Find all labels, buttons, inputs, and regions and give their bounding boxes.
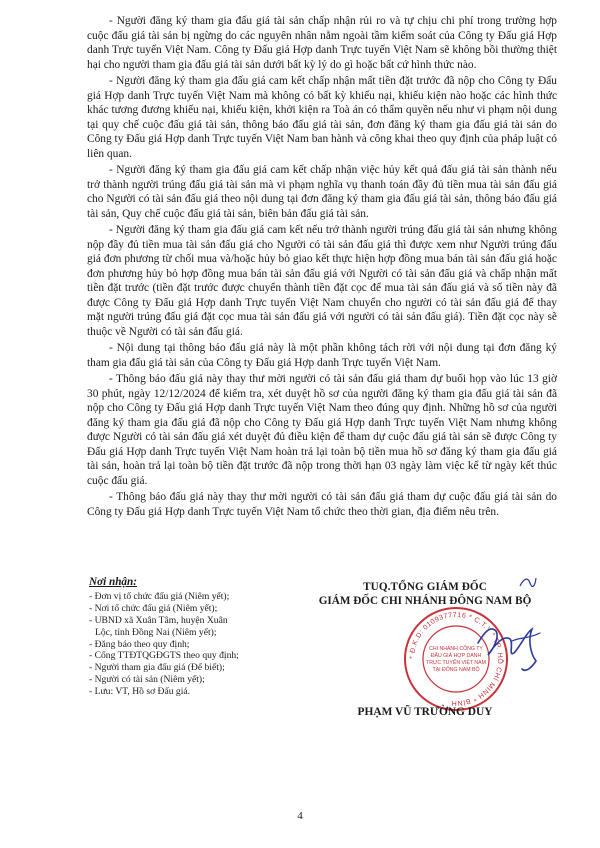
signer-authority: TUQ.TỔNG GIÁM ĐỐC — [363, 581, 487, 593]
paragraph-payment-default: - Người đăng ký tham gia đấu giá cam kết nếu trở thành người trúng đấu giá tài sản nhưng không nộp đầy đủ tiền mua tài sản đấu giá cho Người có tài sản đấu giá thì được xem như Người trúng đấu giá đơn phương từ chối mua và/hoặc hủy bỏ giao kết thực hiện hợp đồng mua bán tài sản đấu giá hoặc đơn phương hủy bỏ hợp đồng mua bán tài sản đấu giá với Người có tài sản đấu giá và chấp nhận mất tiền đặt trước (tiền đặt trước được chuyển thành tiền đặt cọc để mua tài sản đấu giá và số tiền này đã được Công ty Đấu giá Hợp danh Trực tuyến Việt Nam chuyển cho người có tài sản đấu giá để thay mặt người trúng đấu giá đặt cọc mua tài sản đấu giá với người có tài sản đấu giá). Tiền đặt cọc này sẽ thuộc về Người có tài sản đấu giá. — [87, 224, 557, 338]
stamp-center-line: ĐẤU GIÁ HỢP DANH — [430, 653, 482, 659]
recipients-list — [89, 577, 289, 698]
paragraph-deposit-loss: - Người đăng ký tham gia đấu giá cam kết chấp nhận mất tiền đặt trước đã nộp cho Công ty Đấu giá Hợp danh Trực tuyến Việt Nam mà không có bất kỳ khiếu nại, khiếu kiện nào hoặc các hình thức khác tương đương khiếu nại, khiếu kiện, khởi kiện ra Toà án có thẩm quyền nếu như vi phạm nội dung tại quy chế cuộc đấu giá tài sản, thông báo đấu giá tài sản, đơn đăng ký tham gia đấu giá tài sản do Công ty Đấu giá Hợp danh Trực tuyến Việt Nam ban hành và công khai theo quy định của pháp luật có liên quan. — [87, 75, 557, 160]
recipient-item: - Đăng báo theo quy định; — [89, 638, 190, 650]
paragraph-result-cancel: - Người đăng ký tham gia đấu giá cam kết chấp nhận việc hủy kết quả đấu giá tài sản thành nếu trở thành người trúng đấu giá tài sản mà vi phạm nghĩa vụ thanh toán đầy đủ tiền mua tài sản đấu giá cho Người có tài sản đấu giá theo nội dung tại đơn đăng ký tham gia đấu giá tài sản, thông báo đấu giá tài sản, Quy chế cuộc đấu giá tài sản, biên bản đấu giá tài sản. — [87, 164, 557, 220]
paragraph-auction-invite: - Thông báo đấu giá này thay thư mời người có tài sản đấu giá tham dự cuộc đấu giá tài sản do Công ty Đấu giá Hợp danh Trực tuyến Việt Nam tổ chức theo thời gian, địa điểm nêu trên. — [87, 491, 557, 518]
page-number: 4 — [297, 810, 303, 822]
initial-mark — [518, 575, 538, 589]
recipient-item: - Người tham gia đấu giá (Để biết); — [89, 662, 225, 674]
recipient-item: - UBND xã Xuân Tâm, huyện Xuân — [89, 614, 228, 626]
recipients-title: Nơi nhận: — [89, 576, 137, 588]
handwritten-signature — [470, 603, 550, 677]
stamp-center-line: TRỰC TUYẾN VIỆT NAM — [426, 660, 486, 666]
footer-section — [0, 575, 600, 755]
recipient-item-continued: Lộc, tỉnh Đồng Nai (Niêm yết); — [95, 626, 217, 638]
recipient-item: - Đơn vị tổ chức đấu giá (Niêm yết); — [89, 590, 230, 602]
stamp-ring-text: * Đ.K.D: 0109377716 * C.T.Y * TP. HỒ CHÍ MINH * BÌNH — [408, 611, 504, 707]
recipient-item: - Người có tài sản (Niêm yết); — [89, 674, 205, 686]
paragraph-risk: - Người đăng ký tham gia đấu giá tài sản chấp nhận rủi ro và tự chịu chi phí trong trường hợp cuộc đấu giá tài sản bị ngừng do các nguyên nhân nằm ngoài tầm kiểm soát của Công ty Đấu giá Hợp danh Trực tuyến Việt Nam. Công ty Đấu giá Hợp danh Trực tuyến Việt Nam sẽ không bồi thường thiệt hại cho người tham gia đấu giá tài sản dưới bất kỳ lý do gì hoặc bất cứ hình thức nào. — [87, 15, 557, 71]
paragraph-integral-part: - Nội dung tại thông báo đấu giá này là một phần không tách rời với nội dung tại đơn đăng ký tham gia đấu giá tài sản của Công ty Đấu giá Hợp danh Trực tuyến Việt Nam. — [87, 342, 557, 369]
stamp-center-line: CHI NHÁNH CÔNG TY — [429, 646, 483, 652]
signer-name: PHẠM VŨ TRƯỜNG DUY — [357, 706, 493, 718]
signer-title: GIÁM ĐỐC CHI NHÁNH ĐÔNG NAM BỘ — [318, 595, 532, 607]
stamp-center-line: TẠI ĐÔNG NAM BỘ — [432, 667, 480, 673]
recipient-item: - Cổng TTĐTQGĐGTS theo quy định; — [89, 650, 239, 662]
signature-block — [290, 575, 560, 718]
recipient-item: - Nơi tổ chức đấu giá (Niêm yết); — [89, 602, 218, 614]
paragraph-meeting-invite: - Thông báo đấu giá này thay thư mời người có tài sản đấu giá tham dự buổi họp vào lúc 13 giờ 30 phút, ngày 12/12/2024 để kiểm tra, xét duyệt hồ sơ của người đăng ký tham gia đấu giá tài sản đã nộp cho Công ty Đấu giá Hợp danh Trực tuyến Việt Nam theo đúng quy định. Những hồ sơ của người đăng ký tham gia đấu giá đã nộp cho Công ty Đấu giá Hợp danh Trực tuyến Việt Nam nhưng không được Người có tài sản đấu giá xét duyệt đủ điều kiện để tham dự cuộc đấu giá tài sản sẽ được Công ty Đấu giá Hợp danh Trực tuyến Việt Nam hoàn trả lại toàn bộ tiền mua hồ sơ đăng ký tham gia đấu giá tài sản, hoàn trả lại toàn bộ tiền đặt trước đã nộp trong thời hạn 03 ngày làm việc kể từ ngày kết thúc cuộc đấu giá. — [87, 373, 557, 487]
body-text — [87, 14, 557, 521]
recipient-item: - Lưu: VT, Hồ sơ Đấu giá. — [89, 686, 191, 698]
